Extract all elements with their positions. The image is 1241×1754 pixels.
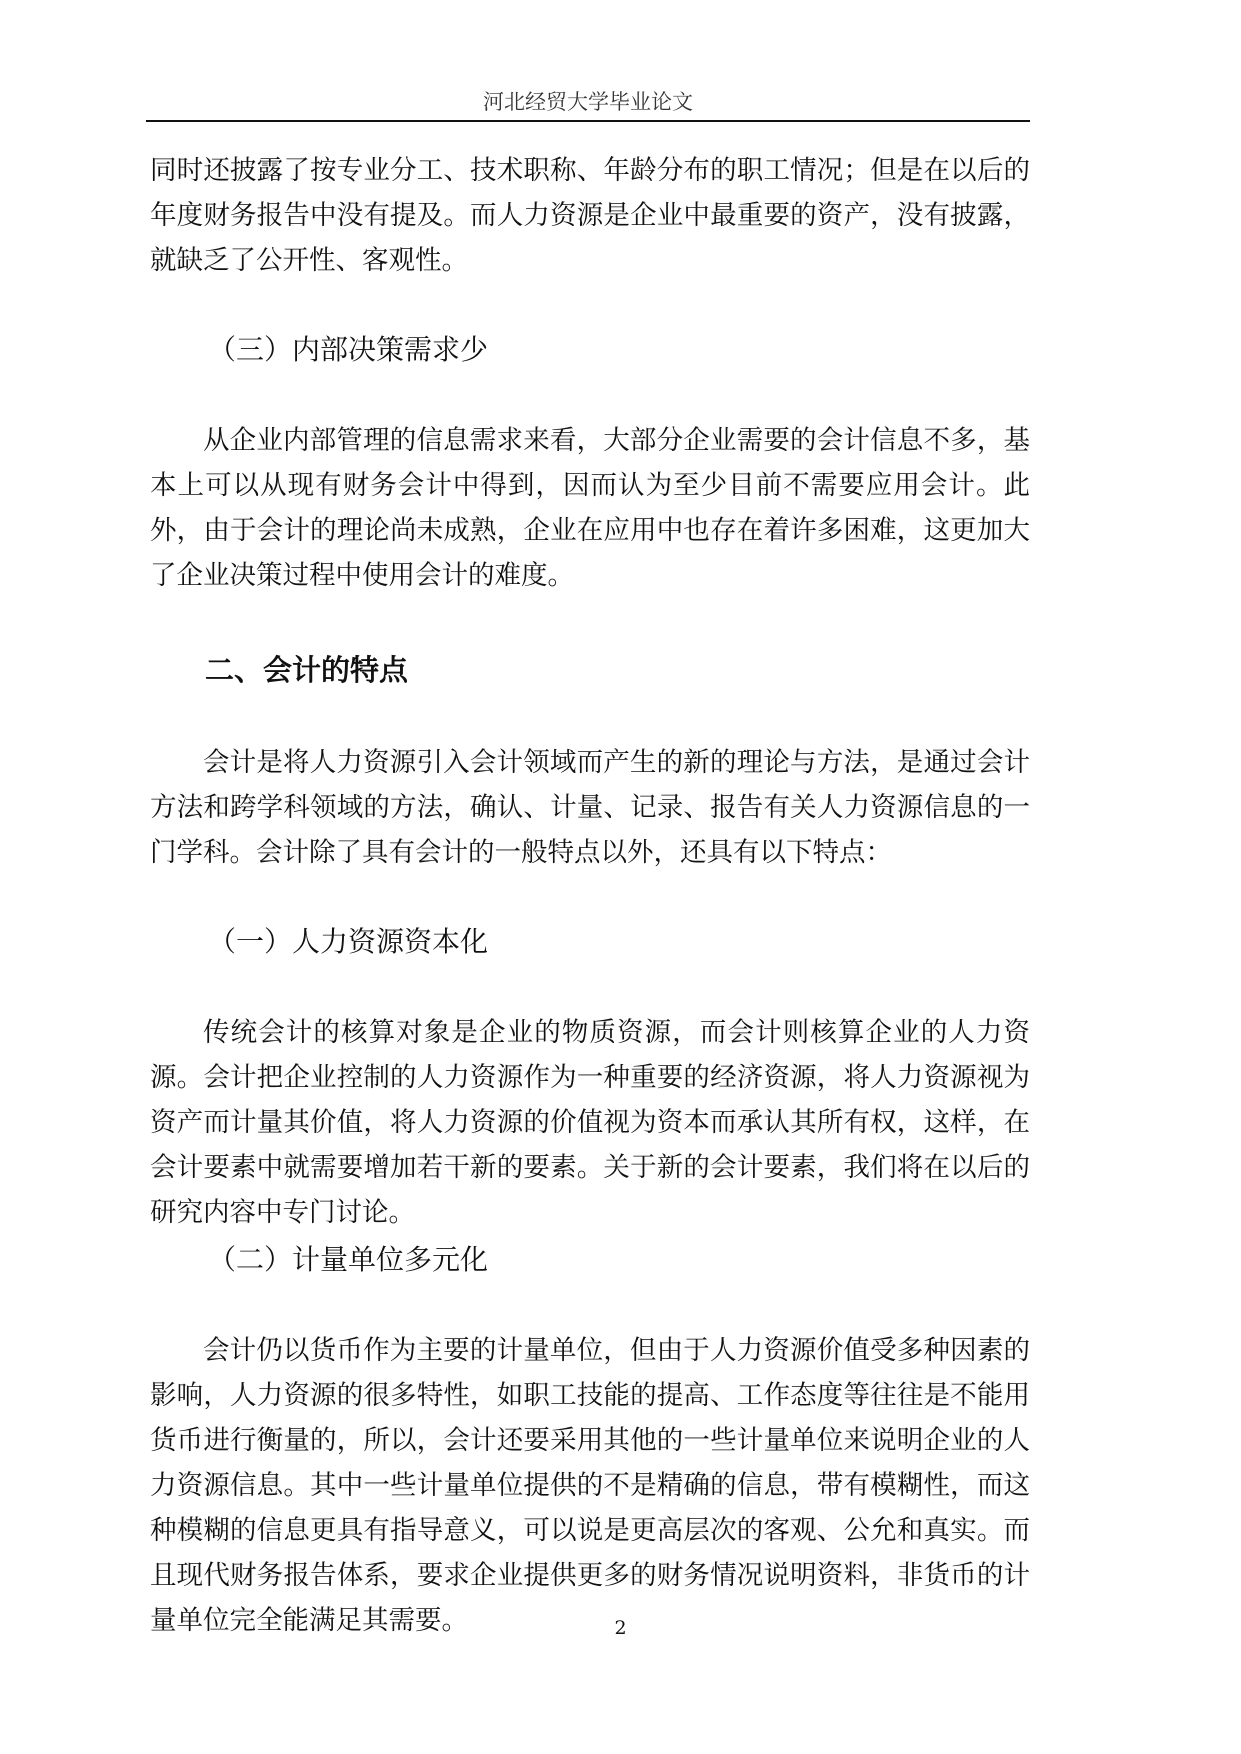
paragraph-measurement-units: 会计仍以货币作为主要的计量单位，但由于人力资源价值受多种因素的影响，人力资源的很多特性，如职工技能的提高、工作态度等往往是不能用货币进行衡量的，所以，会计还要采用其他的一些计量单位来说明企业的人力资源信息。其中一些计量单位提供的不是精确的信息，带有模糊性，而这种模糊的信息更具有指导意义，可以说是更高层次的客观、公允和真实。而且现代财务报告体系，要求企业提供更多的财务情况说明资料，非货币的计量单位完全能满足其需要。 (150, 1335, 1030, 1636)
section-heading-2: （二）计量单位多元化 (208, 1243, 489, 1276)
paragraph-capitalization: 传统会计的核算对象是企业的物质资源，而会计则核算企业的人力资源。会计把企业控制的人力资源作为一种重要的经济资源，将人力资源视为资产而计量其价值，将人力资源的价值视为资本而承认其所有权，这样，在会计要素中就需要增加若干新的要素。关于新的会计要素，我们将在以后的研究内容中专门讨论。 (150, 1017, 1030, 1228)
section-heading-3: （三）内部决策需求少 (208, 333, 489, 366)
page-number: 2 (614, 1617, 627, 1639)
paragraph-internal-decision: 从企业内部管理的信息需求来看，大部分企业需要的会计信息不多，基本上可以从现有财务会计中得到，因而认为至少目前不需要应用会计。此外，由于会计的理论尚未成熟，企业在应用中也存在着许多困难，这更加大了企业决策过程中使用会计的难度。 (150, 425, 1030, 591)
paragraph-characteristics-intro: 会计是将人力资源引入会计领域而产生的新的理论与方法，是通过会计方法和跨学科领域的方法，确认、计量、记录、报告有关人力资源信息的一门学科。会计除了具有会计的一般特点以外，还具有以下特点： (150, 747, 1030, 868)
page-header: 河北经贸大学毕业论文 (146, 84, 1030, 122)
chapter-heading-2: 二、会计的特点 (205, 653, 409, 687)
section-heading-1: （一）人力资源资本化 (208, 925, 489, 958)
paragraph-continuation: 同时还披露了按专业分工、技术职称、年龄分布的职工情况；但是在以后的年度财务报告中没有提及。而人力资源是企业中最重要的资产，没有披露，就缺乏了公开性、客观性。 (150, 155, 1030, 276)
